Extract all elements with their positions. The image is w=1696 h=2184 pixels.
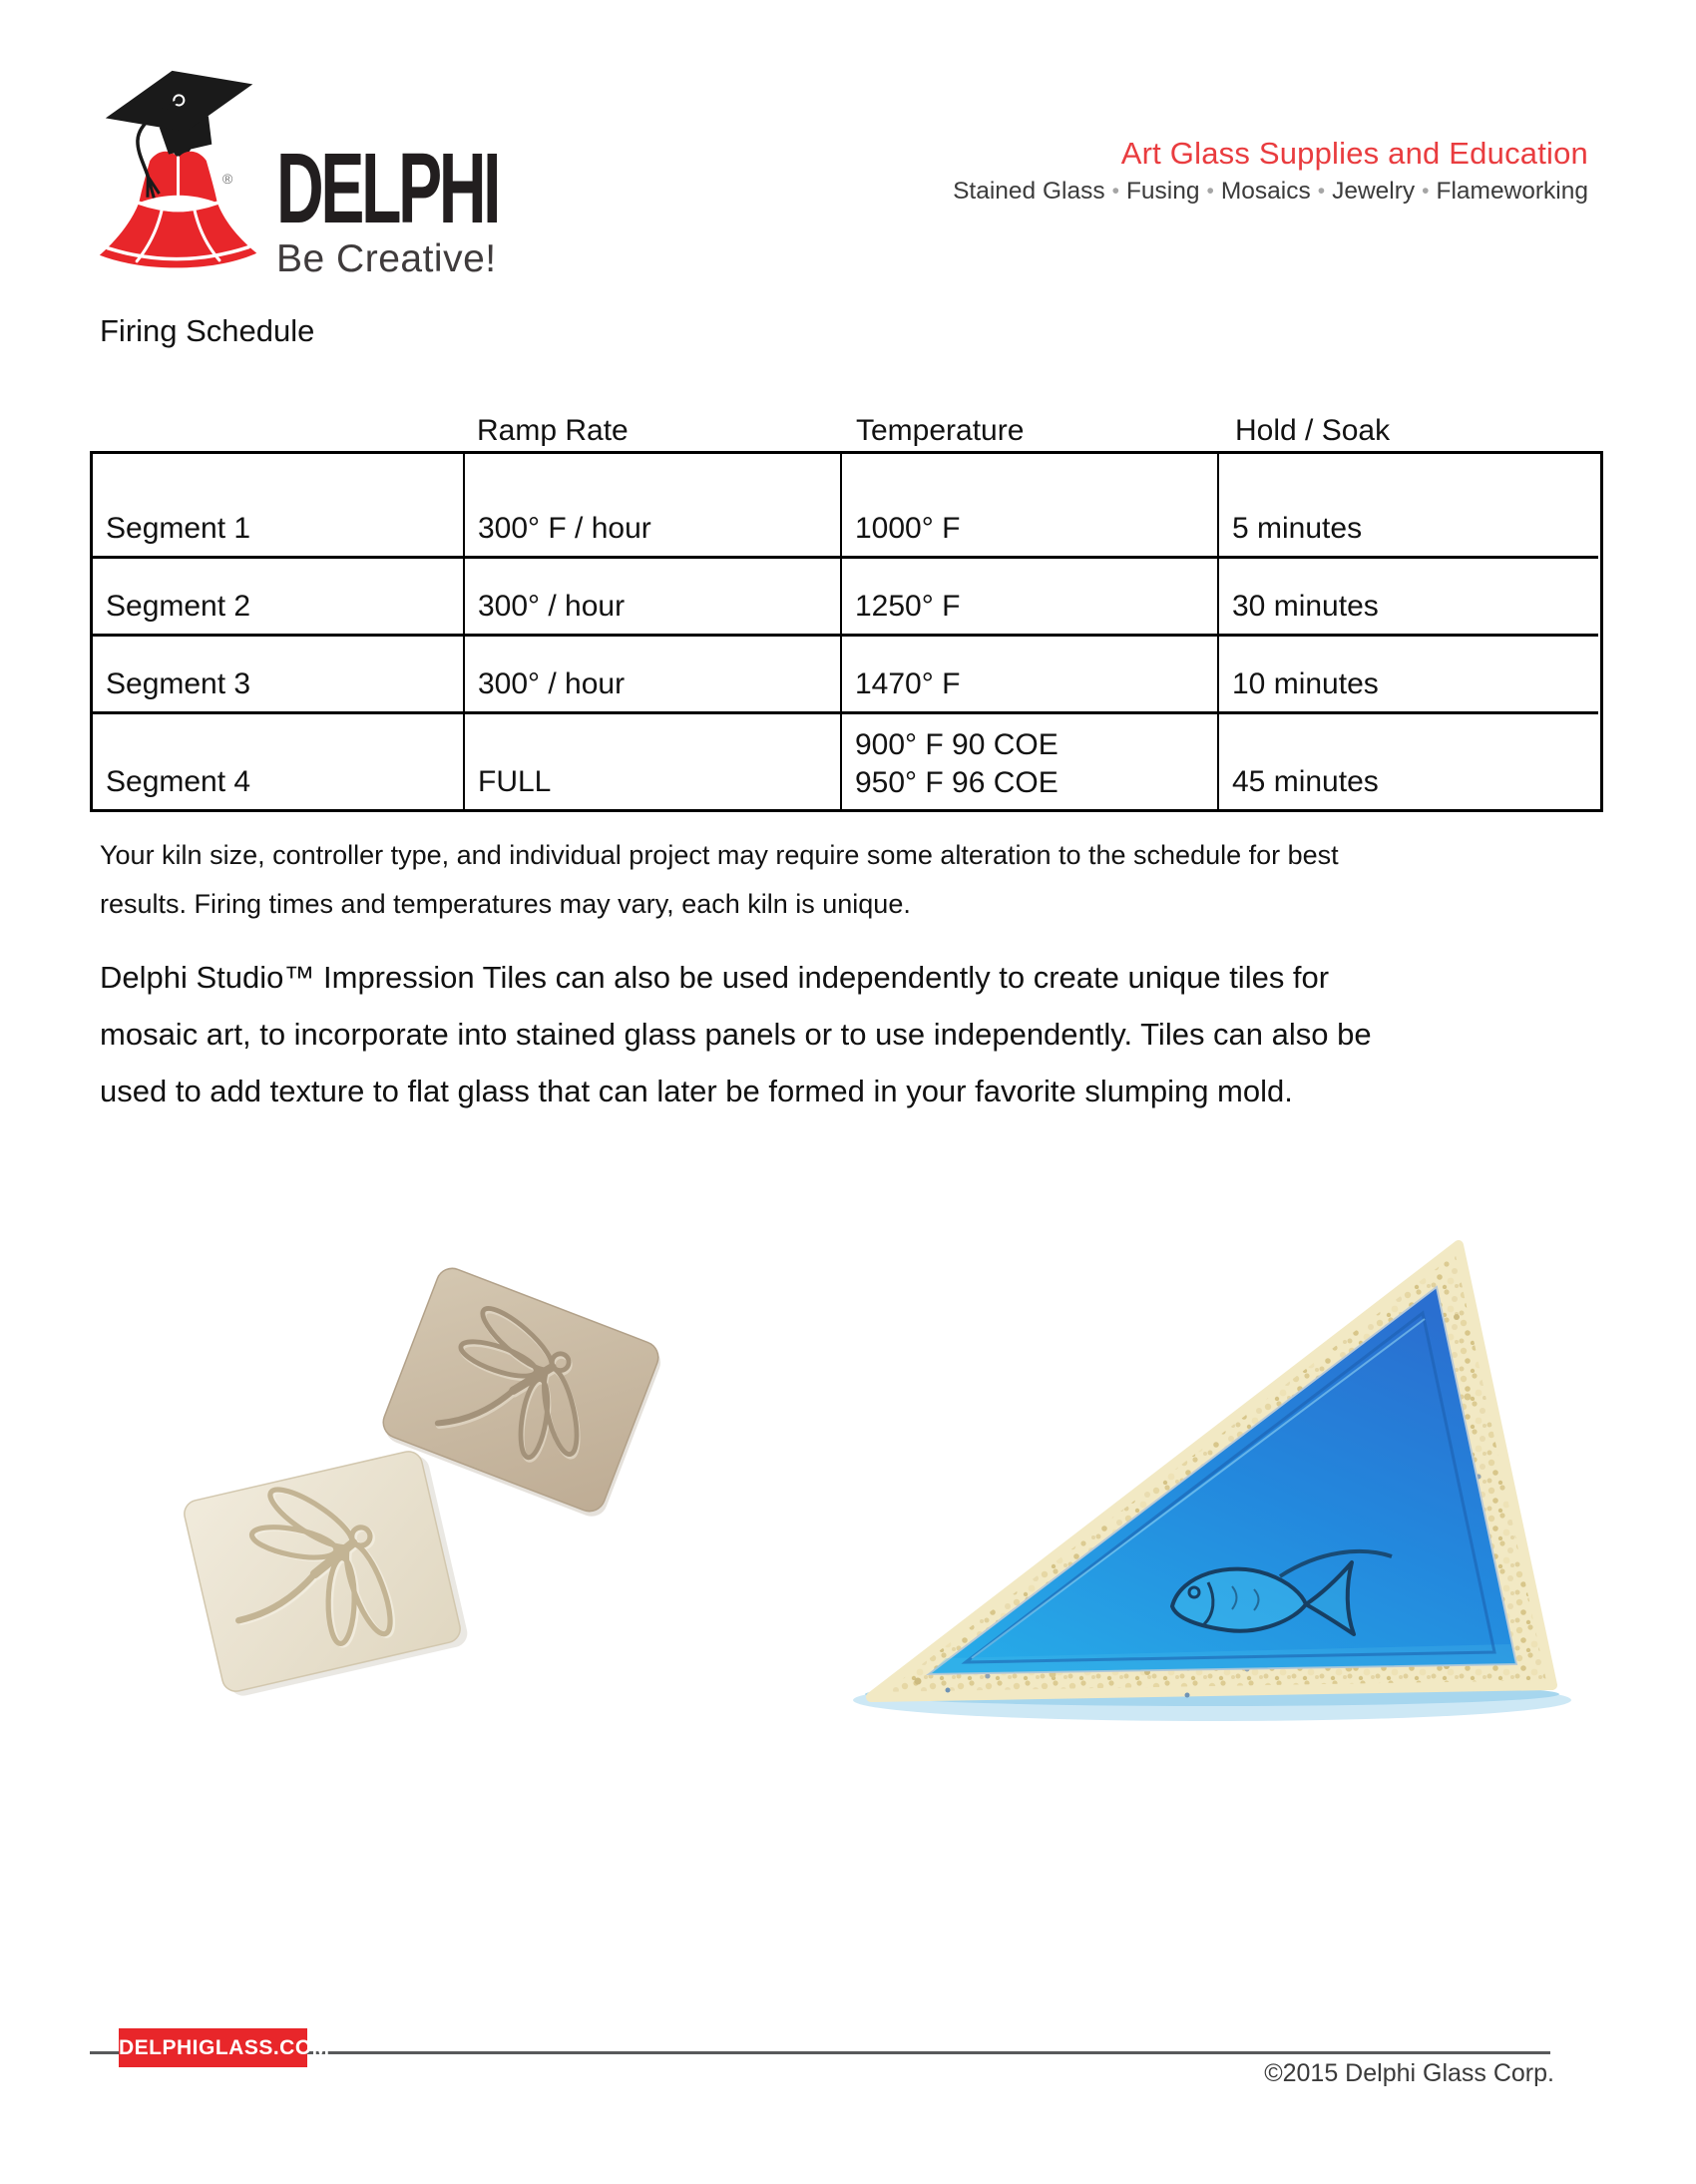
- bullet-separator: •: [1317, 180, 1326, 203]
- category-fusing: Fusing: [1125, 178, 1200, 205]
- category-stained-glass: Stained Glass: [953, 178, 1105, 205]
- table-row-cell: 1000° F: [842, 454, 1219, 559]
- column-header-ramp-rate: Ramp Rate: [477, 414, 629, 447]
- table-row-cell: Segment 3: [93, 637, 465, 714]
- paragraph-line: mosaic art, to incorporate into stained glass panels or to use independently. Tiles can also be: [100, 1017, 1372, 1052]
- website-badge[interactable]: DELPHIGLASS.COM: [119, 2028, 307, 2067]
- column-header-temperature: Temperature: [856, 414, 1025, 447]
- temperature-line: 950° F 96 COE: [855, 766, 1059, 799]
- body-paragraph: [100, 949, 1596, 1119]
- table-row-cell: Segment 1: [93, 454, 465, 559]
- table-header-row: [90, 402, 1603, 451]
- paragraph-line: used to add texture to flat glass that can later be formed in your favorite slumping mold.: [100, 1074, 1293, 1108]
- table-row-cell: 300° / hour: [465, 559, 842, 637]
- copyright-text: ©2015 Delphi Glass Corp.: [1264, 2059, 1554, 2087]
- brand-slogan: Be Creative!: [276, 237, 497, 280]
- note-line: Your kiln size, controller type, and individual project may require some alteration to the schedule for best: [100, 840, 1339, 870]
- table-row-cell: 10 minutes: [1219, 637, 1598, 714]
- category-flameworking: Flameworking: [1436, 178, 1588, 205]
- table-row-cell: 45 minutes: [1232, 765, 1379, 798]
- bullet-separator: •: [1206, 180, 1214, 203]
- brand-block: [276, 133, 613, 281]
- page-title: Firing Schedule: [100, 313, 315, 348]
- table-row-cell: 300° / hour: [465, 637, 842, 714]
- column-header-hold-soak: Hold / Soak: [1235, 414, 1391, 447]
- table-row-cell: Segment 2: [93, 559, 465, 637]
- table-row-cell: 30 minutes: [1219, 559, 1598, 637]
- product-photo: [90, 1177, 1586, 1776]
- table-row-cell: 1470° F: [842, 637, 1219, 714]
- header-tagline: Art Glass Supplies and Education: [1120, 136, 1588, 171]
- brand-name: DELPHI: [276, 133, 499, 244]
- delphi-graduate-logo-icon: [72, 56, 276, 277]
- category-mosaics: Mosaics: [1220, 178, 1311, 205]
- temperature-line: 900° F 90 COE: [855, 728, 1059, 761]
- note-line: results. Firing times and temperatures may vary, each kiln is unique.: [100, 889, 911, 919]
- table-row-cell: 1250° F: [842, 559, 1219, 637]
- firing-schedule-table: [90, 402, 1603, 812]
- table-row-cell: Segment 4: [93, 714, 465, 809]
- table-body: [90, 451, 1603, 812]
- table-row-cell: FULL: [465, 714, 842, 809]
- blue-triangle-fish-tile: [871, 1245, 1552, 1698]
- paragraph-line: Delphi Studio™ Impression Tiles can also be used independently to create unique tiles for: [100, 960, 1330, 995]
- table-row-cell: 300° F / hour: [465, 454, 842, 559]
- header-categories: [953, 178, 1588, 206]
- category-jewelry: Jewelry: [1332, 178, 1416, 205]
- table-row-cell: 5 minutes: [1219, 454, 1598, 559]
- column-header-blank: [90, 448, 464, 451]
- bullet-separator: •: [1111, 180, 1119, 203]
- header-tagline-block: [953, 136, 1588, 206]
- table-note: [100, 831, 1576, 929]
- cream-dragonfly-tile: [171, 1431, 475, 1725]
- bullet-separator: •: [1422, 180, 1430, 203]
- registered-mark: ®: [221, 171, 233, 188]
- table-row-cell: [842, 714, 1219, 809]
